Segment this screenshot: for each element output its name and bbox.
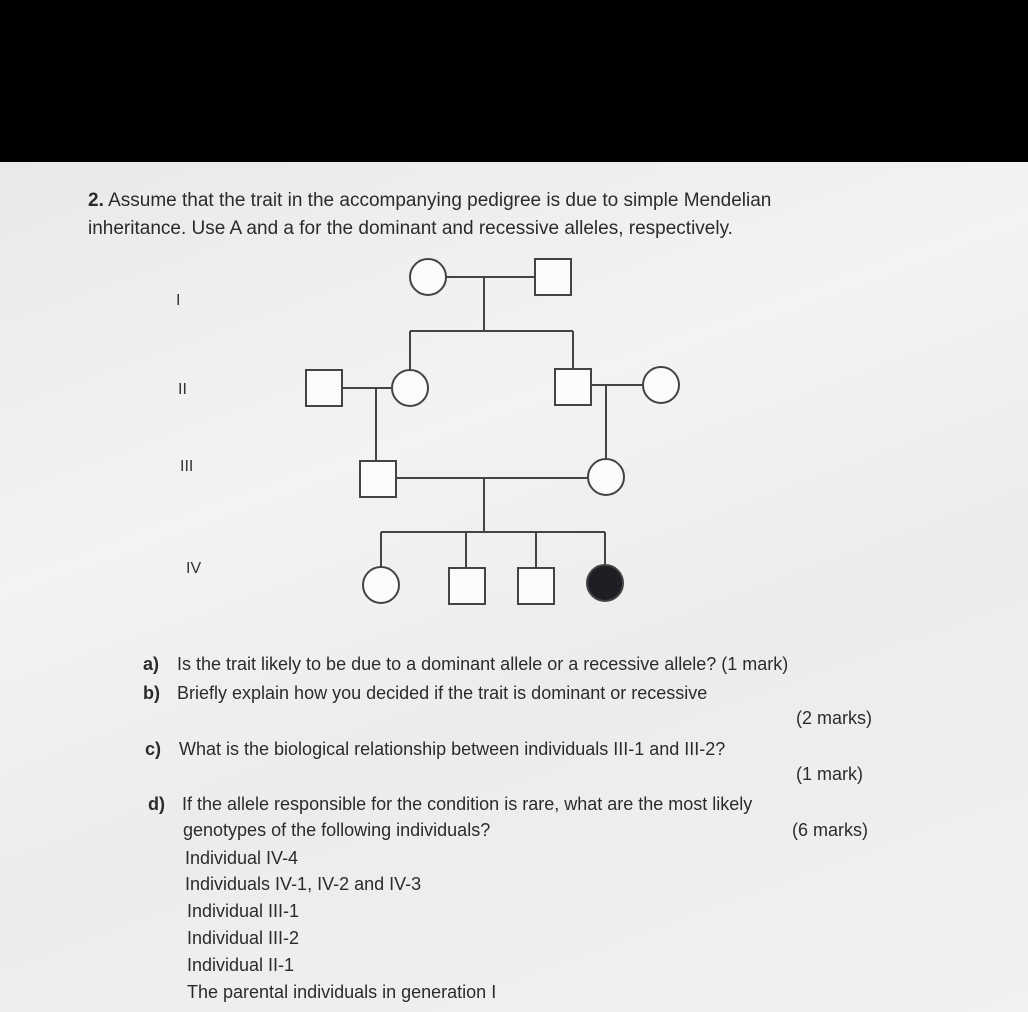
part-b-text: Briefly explain how you decided if the trait is dominant or recessive xyxy=(177,683,708,703)
part-c-label: c) xyxy=(145,739,162,759)
male-i-2 xyxy=(535,259,571,295)
part-a-label: a) xyxy=(143,654,160,674)
question-text-line2: inheritance. Use A and a for the dominant and recessive alleles, respectively. xyxy=(88,218,733,239)
male-ii-3 xyxy=(555,369,591,405)
female-ii-2 xyxy=(392,370,428,406)
male-iv-3 xyxy=(518,568,554,604)
part-a-text: Is the trait likely to be due to a dominant allele or a recessive allele? (1 mark) xyxy=(177,654,789,674)
male-iii-1 xyxy=(360,461,396,497)
list-item: Individual IV-4 xyxy=(185,848,299,868)
list-item: The parental individuals in generation I xyxy=(187,982,497,1002)
generation-label-iv: IV xyxy=(186,560,202,577)
part-c-marks: (1 mark) xyxy=(796,764,863,784)
female-iv-1 xyxy=(363,567,399,603)
female-iii-2 xyxy=(588,459,624,495)
part-c xyxy=(145,736,725,762)
part-d-label: d) xyxy=(148,794,165,814)
part-a xyxy=(143,651,788,677)
female-i-1 xyxy=(410,259,446,295)
part-b-label: b) xyxy=(143,683,160,703)
part-b-marks: (2 marks) xyxy=(796,708,872,728)
list-item: Individual III-1 xyxy=(187,901,300,921)
generation-label-ii: II xyxy=(178,381,187,398)
question-number: 2. xyxy=(88,190,104,211)
generation-label-iii: III xyxy=(180,458,194,475)
part-d-marks: (6 marks) xyxy=(792,820,868,840)
male-iv-2 xyxy=(449,568,485,604)
part-b xyxy=(143,680,707,706)
male-ii-1 xyxy=(306,370,342,406)
affected-female-iv-4 xyxy=(587,565,623,601)
part-d-text-line2: genotypes of the following individuals? xyxy=(183,820,491,840)
part-d-text: If the allele responsible for the condition is rare, what are the most likely xyxy=(182,794,753,814)
generation-label-i: I xyxy=(176,292,181,309)
list-item: Individual II-1 xyxy=(187,955,295,975)
part-d xyxy=(148,791,752,817)
list-item: Individuals IV-1, IV-2 and IV-3 xyxy=(185,874,422,894)
list-item: Individual III-2 xyxy=(187,928,300,948)
female-ii-4 xyxy=(643,367,679,403)
part-c-text: What is the biological relationship between individuals III-1 and III-2? xyxy=(179,739,726,759)
question-text-line1: Assume that the trait in the accompanying pedigree is due to simple Mendelian xyxy=(108,190,772,211)
